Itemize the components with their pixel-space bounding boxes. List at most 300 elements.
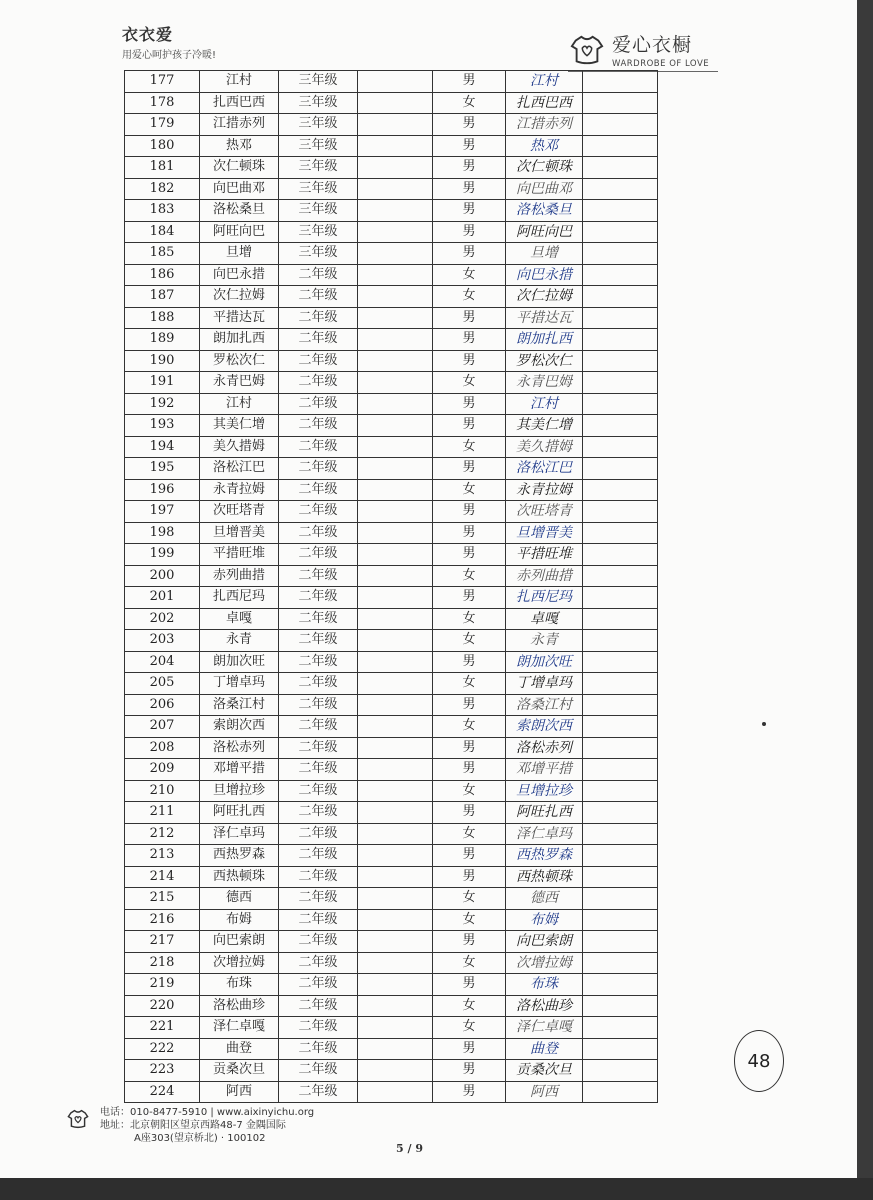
table-row: [125, 845, 658, 867]
empty-cell: [583, 135, 658, 157]
gender: 女: [433, 673, 506, 695]
heart-shirt-logo-icon: [568, 33, 606, 67]
signature: 阿旺向巴: [506, 221, 583, 243]
empty-cell: [583, 673, 658, 695]
scan-edge-bottom: [0, 1178, 873, 1200]
student-name: 丁增卓玛: [200, 673, 279, 695]
gender: 女: [433, 780, 506, 802]
student-name: 西热罗森: [200, 845, 279, 867]
gender: 女: [433, 1017, 506, 1039]
signature: 向巴曲邓: [506, 178, 583, 200]
signature: 永青巴姆: [506, 372, 583, 394]
empty-cell: [583, 823, 658, 845]
empty-cell: [583, 694, 658, 716]
brand-header-left: [122, 22, 216, 61]
empty-cell: [358, 350, 433, 372]
student-name: 向巴曲邓: [200, 178, 279, 200]
table-row: [125, 350, 658, 372]
table-row: [125, 823, 658, 845]
signature: 布珠: [506, 974, 583, 996]
row-number: 224: [125, 1081, 200, 1103]
student-name: 洛桑江村: [200, 694, 279, 716]
gender: 男: [433, 974, 506, 996]
signature: 曲登: [506, 1038, 583, 1060]
row-number: 185: [125, 243, 200, 265]
empty-cell: [583, 1060, 658, 1082]
empty-cell: [358, 866, 433, 888]
gender: 男: [433, 1038, 506, 1060]
student-name: 洛松江巴: [200, 458, 279, 480]
row-number: 192: [125, 393, 200, 415]
grade: 二年级: [279, 673, 358, 695]
signature: 扎西巴西: [506, 92, 583, 114]
empty-cell: [358, 995, 433, 1017]
row-number: 219: [125, 974, 200, 996]
student-name: 阿西: [200, 1081, 279, 1103]
table-row: [125, 221, 658, 243]
grade: 二年级: [279, 501, 358, 523]
signature: 赤列曲措: [506, 565, 583, 587]
grade: 二年级: [279, 716, 358, 738]
student-name: 永青: [200, 630, 279, 652]
row-number: 221: [125, 1017, 200, 1039]
row-number: 203: [125, 630, 200, 652]
row-number: 198: [125, 522, 200, 544]
empty-cell: [358, 114, 433, 136]
student-name: 其美仁增: [200, 415, 279, 437]
signature: 美久措姆: [506, 436, 583, 458]
table-row: [125, 909, 658, 931]
row-number: 223: [125, 1060, 200, 1082]
grade: 二年级: [279, 630, 358, 652]
page-number: 5 / 9: [396, 1142, 423, 1155]
signature: 西热罗森: [506, 845, 583, 867]
gender: 男: [433, 737, 506, 759]
empty-cell: [583, 372, 658, 394]
grade: 三年级: [279, 135, 358, 157]
empty-cell: [583, 350, 658, 372]
table-row: [125, 716, 658, 738]
student-roster-table: [124, 70, 658, 1103]
roster-body: [125, 71, 658, 1103]
gender: 女: [433, 952, 506, 974]
empty-cell: [358, 1081, 433, 1103]
student-name: 卓嘎: [200, 608, 279, 630]
signature: 永青拉姆: [506, 479, 583, 501]
grade: 二年级: [279, 802, 358, 824]
grade: 二年级: [279, 264, 358, 286]
grade: 三年级: [279, 92, 358, 114]
empty-cell: [583, 393, 658, 415]
empty-cell: [583, 307, 658, 329]
empty-cell: [358, 501, 433, 523]
table-row: [125, 651, 658, 673]
table-row: [125, 952, 658, 974]
row-number: 207: [125, 716, 200, 738]
table-row: [125, 415, 658, 437]
student-name: 朗加扎西: [200, 329, 279, 351]
signature: 西热顿珠: [506, 866, 583, 888]
signature: 其美仁增: [506, 415, 583, 437]
table-row: [125, 1017, 658, 1039]
empty-cell: [358, 522, 433, 544]
empty-cell: [358, 544, 433, 566]
signature: 朗加扎西: [506, 329, 583, 351]
table-row: [125, 114, 658, 136]
empty-cell: [583, 264, 658, 286]
row-number: 194: [125, 436, 200, 458]
gender: 男: [433, 866, 506, 888]
student-name: 邓增平措: [200, 759, 279, 781]
row-number: 208: [125, 737, 200, 759]
row-number: 180: [125, 135, 200, 157]
student-name: 洛松赤列: [200, 737, 279, 759]
table-row: [125, 436, 658, 458]
empty-cell: [358, 436, 433, 458]
student-name: 洛松桑旦: [200, 200, 279, 222]
table-row: [125, 931, 658, 953]
empty-cell: [358, 458, 433, 480]
grade: 二年级: [279, 286, 358, 308]
signature: 旦增: [506, 243, 583, 265]
signature: 向巴索朗: [506, 931, 583, 953]
student-name: 江村: [200, 71, 279, 93]
gender: 男: [433, 544, 506, 566]
logo-chinese-name: 爱心衣橱: [612, 34, 693, 56]
signature: 洛松曲珍: [506, 995, 583, 1017]
empty-cell: [358, 135, 433, 157]
table-row: [125, 759, 658, 781]
scan-edge: [857, 0, 873, 1200]
brand-header-right: [568, 30, 709, 69]
grade: 二年级: [279, 329, 358, 351]
empty-cell: [583, 286, 658, 308]
grade: 二年级: [279, 866, 358, 888]
empty-cell: [583, 1017, 658, 1039]
empty-cell: [583, 888, 658, 910]
table-row: [125, 608, 658, 630]
row-number: 193: [125, 415, 200, 437]
row-number: 205: [125, 673, 200, 695]
grade: 二年级: [279, 1038, 358, 1060]
empty-cell: [583, 178, 658, 200]
empty-cell: [358, 71, 433, 93]
student-name: 次仁顿珠: [200, 157, 279, 179]
table-row: [125, 157, 658, 179]
empty-cell: [583, 909, 658, 931]
row-number: 210: [125, 780, 200, 802]
student-name: 扎西尼玛: [200, 587, 279, 609]
table-row: [125, 372, 658, 394]
student-name: 永青巴姆: [200, 372, 279, 394]
grade: 二年级: [279, 888, 358, 910]
grade: 二年级: [279, 307, 358, 329]
row-number: 200: [125, 565, 200, 587]
grade: 二年级: [279, 974, 358, 996]
grade: 二年级: [279, 415, 358, 437]
gender: 女: [433, 823, 506, 845]
gender: 男: [433, 694, 506, 716]
footer-address: 地址：北京朝阳区望京西路48-7 金隅国际: [100, 1120, 286, 1131]
student-name: 阿旺扎西: [200, 802, 279, 824]
empty-cell: [358, 243, 433, 265]
table-row: [125, 264, 658, 286]
row-number: 184: [125, 221, 200, 243]
empty-cell: [358, 393, 433, 415]
grade: 二年级: [279, 1081, 358, 1103]
empty-cell: [358, 1038, 433, 1060]
signature: 卓嘎: [506, 608, 583, 630]
row-number: 217: [125, 931, 200, 953]
signature: 江村: [506, 71, 583, 93]
student-name: 江措赤列: [200, 114, 279, 136]
empty-cell: [583, 845, 658, 867]
empty-cell: [358, 221, 433, 243]
gender: 女: [433, 995, 506, 1017]
row-number: 202: [125, 608, 200, 630]
grade: 二年级: [279, 350, 358, 372]
signature: 德西: [506, 888, 583, 910]
empty-cell: [583, 630, 658, 652]
student-name: 贡桑次旦: [200, 1060, 279, 1082]
empty-cell: [583, 716, 658, 738]
empty-cell: [358, 307, 433, 329]
student-name: 索朗次西: [200, 716, 279, 738]
row-number: 182: [125, 178, 200, 200]
signature: 泽仁卓玛: [506, 823, 583, 845]
grade: 二年级: [279, 909, 358, 931]
gender: 男: [433, 651, 506, 673]
row-number: 218: [125, 952, 200, 974]
empty-cell: [358, 737, 433, 759]
grade: 二年级: [279, 952, 358, 974]
student-name: 美久措姆: [200, 436, 279, 458]
student-name: 西热顿珠: [200, 866, 279, 888]
gender: 女: [433, 264, 506, 286]
grade: 二年级: [279, 608, 358, 630]
empty-cell: [358, 264, 433, 286]
grade: 二年级: [279, 995, 358, 1017]
empty-cell: [358, 974, 433, 996]
gender: 女: [433, 909, 506, 931]
row-number: 214: [125, 866, 200, 888]
logo-english-name: WARDROBE OF LOVE: [612, 59, 710, 69]
grade: 二年级: [279, 737, 358, 759]
empty-cell: [583, 92, 658, 114]
handwritten-page-number: 48: [734, 1030, 784, 1092]
table-row: [125, 995, 658, 1017]
grade: 二年级: [279, 1060, 358, 1082]
table-row: [125, 393, 658, 415]
signature: 洛松江巴: [506, 458, 583, 480]
empty-cell: [583, 1038, 658, 1060]
student-name: 布珠: [200, 974, 279, 996]
grade: 二年级: [279, 931, 358, 953]
table-row: [125, 479, 658, 501]
gender: 男: [433, 458, 506, 480]
row-number: 211: [125, 802, 200, 824]
table-row: [125, 243, 658, 265]
student-name: 德西: [200, 888, 279, 910]
empty-cell: [358, 92, 433, 114]
empty-cell: [358, 200, 433, 222]
empty-cell: [358, 716, 433, 738]
gender: 男: [433, 243, 506, 265]
student-name: 次增拉姆: [200, 952, 279, 974]
row-number: 206: [125, 694, 200, 716]
table-row: [125, 200, 658, 222]
grade: 三年级: [279, 114, 358, 136]
row-number: 189: [125, 329, 200, 351]
grade: 二年级: [279, 780, 358, 802]
empty-cell: [358, 329, 433, 351]
student-name: 泽仁卓嘎: [200, 1017, 279, 1039]
signature: 旦增拉珍: [506, 780, 583, 802]
signature: 罗松次仁: [506, 350, 583, 372]
footer-phone: 电话：010-8477-5910 | www.aixinyichu.org: [100, 1107, 315, 1118]
row-number: 196: [125, 479, 200, 501]
signature: 阿旺扎西: [506, 802, 583, 824]
gender: 女: [433, 716, 506, 738]
row-number: 216: [125, 909, 200, 931]
grade: 二年级: [279, 845, 358, 867]
gender: 男: [433, 1081, 506, 1103]
empty-cell: [583, 501, 658, 523]
empty-cell: [583, 1081, 658, 1103]
table-row: [125, 544, 658, 566]
signature: 次仁顿珠: [506, 157, 583, 179]
empty-cell: [583, 522, 658, 544]
grade: 三年级: [279, 71, 358, 93]
empty-cell: [358, 587, 433, 609]
empty-cell: [358, 479, 433, 501]
signature: 次增拉姆: [506, 952, 583, 974]
student-name: 向巴索朗: [200, 931, 279, 953]
empty-cell: [358, 157, 433, 179]
student-name: 旦增拉珍: [200, 780, 279, 802]
empty-cell: [358, 780, 433, 802]
gender: 女: [433, 92, 506, 114]
empty-cell: [358, 630, 433, 652]
signature: 索朗次西: [506, 716, 583, 738]
signature: 次旺塔青: [506, 501, 583, 523]
row-number: 204: [125, 651, 200, 673]
empty-cell: [583, 479, 658, 501]
grade: 二年级: [279, 587, 358, 609]
empty-cell: [583, 436, 658, 458]
grade: 二年级: [279, 823, 358, 845]
student-name: 扎西巴西: [200, 92, 279, 114]
grade: 二年级: [279, 458, 358, 480]
table-row: [125, 1081, 658, 1103]
row-number: 178: [125, 92, 200, 114]
student-name: 旦增晋美: [200, 522, 279, 544]
empty-cell: [358, 888, 433, 910]
empty-cell: [583, 737, 658, 759]
table-row: [125, 1060, 658, 1082]
row-number: 195: [125, 458, 200, 480]
grade: 二年级: [279, 694, 358, 716]
gender: 男: [433, 200, 506, 222]
signature: 江村: [506, 393, 583, 415]
grade: 三年级: [279, 243, 358, 265]
grade: 二年级: [279, 565, 358, 587]
empty-cell: [358, 372, 433, 394]
row-number: 201: [125, 587, 200, 609]
gender: 女: [433, 565, 506, 587]
table-row: [125, 458, 658, 480]
empty-cell: [583, 651, 658, 673]
empty-cell: [583, 71, 658, 93]
gender: 男: [433, 587, 506, 609]
student-name: 朗加次旺: [200, 651, 279, 673]
row-number: 188: [125, 307, 200, 329]
table-row: [125, 737, 658, 759]
empty-cell: [583, 931, 658, 953]
gender: 女: [433, 372, 506, 394]
student-name: 曲登: [200, 1038, 279, 1060]
gender: 男: [433, 71, 506, 93]
empty-cell: [358, 1060, 433, 1082]
gender: 男: [433, 802, 506, 824]
gender: 女: [433, 286, 506, 308]
empty-cell: [358, 845, 433, 867]
row-number: 209: [125, 759, 200, 781]
table-row: [125, 307, 658, 329]
student-name: 热邓: [200, 135, 279, 157]
signature: 热邓: [506, 135, 583, 157]
empty-cell: [358, 565, 433, 587]
grade: 三年级: [279, 157, 358, 179]
row-number: 190: [125, 350, 200, 372]
signature: 朗加次旺: [506, 651, 583, 673]
signature: 旦增晋美: [506, 522, 583, 544]
student-name: 次旺塔青: [200, 501, 279, 523]
table-row: [125, 673, 658, 695]
table-row: [125, 565, 658, 587]
empty-cell: [583, 157, 658, 179]
empty-cell: [583, 802, 658, 824]
table-row: [125, 974, 658, 996]
grade: 三年级: [279, 200, 358, 222]
signature: 向巴永措: [506, 264, 583, 286]
empty-cell: [583, 415, 658, 437]
signature: 洛松赤列: [506, 737, 583, 759]
grade: 二年级: [279, 393, 358, 415]
gender: 男: [433, 522, 506, 544]
table-row: [125, 522, 658, 544]
table-row: [125, 501, 658, 523]
gender: 男: [433, 114, 506, 136]
row-number: 197: [125, 501, 200, 523]
brand-name: 衣衣爱: [122, 25, 174, 44]
row-number: 191: [125, 372, 200, 394]
student-name: 泽仁卓玛: [200, 823, 279, 845]
student-name: 罗松次仁: [200, 350, 279, 372]
empty-cell: [358, 673, 433, 695]
student-name: 布姆: [200, 909, 279, 931]
table-row: [125, 329, 658, 351]
row-number: 181: [125, 157, 200, 179]
grade: 二年级: [279, 372, 358, 394]
signature: 泽仁卓嘎: [506, 1017, 583, 1039]
gender: 男: [433, 415, 506, 437]
gender: 男: [433, 178, 506, 200]
signature: 次仁拉姆: [506, 286, 583, 308]
signature: 平措达瓦: [506, 307, 583, 329]
gender: 男: [433, 329, 506, 351]
empty-cell: [583, 565, 658, 587]
